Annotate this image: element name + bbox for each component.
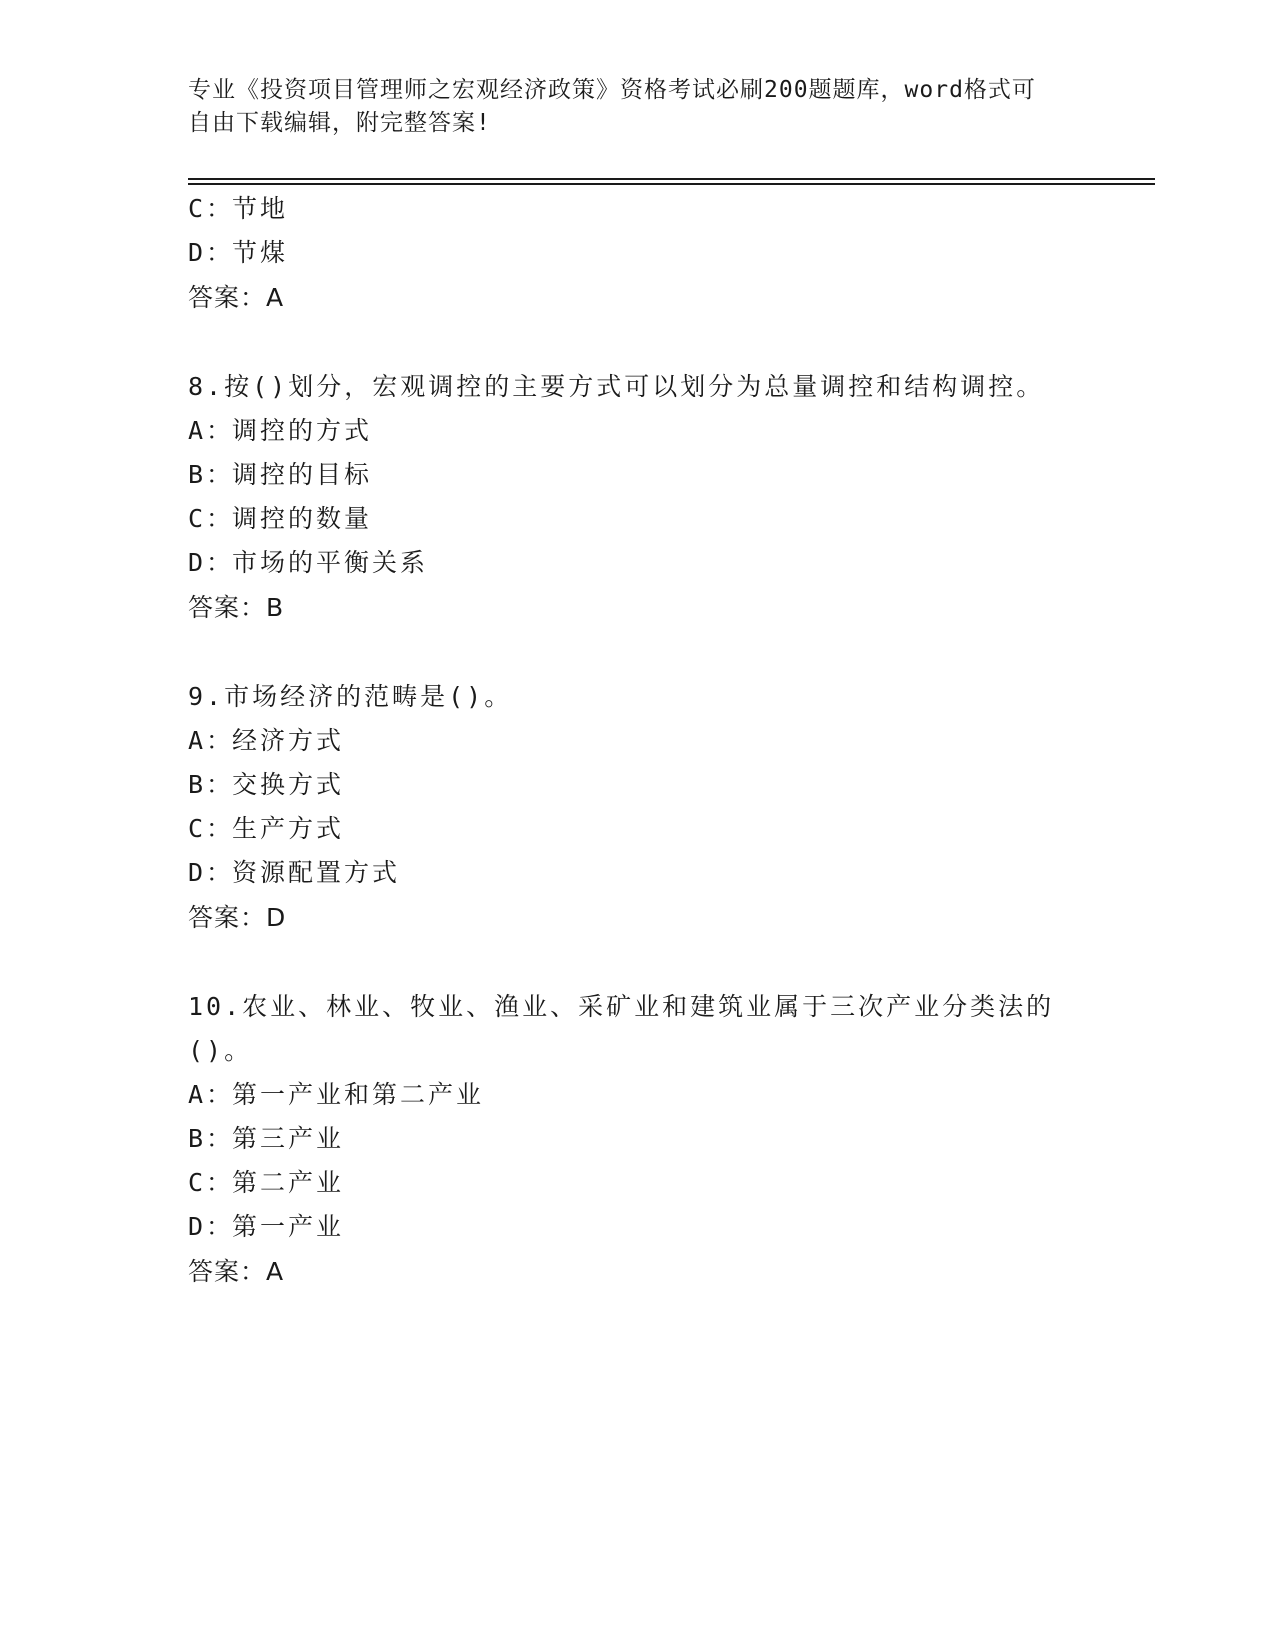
- option-text: 生产方式: [232, 814, 345, 843]
- option-text: 市场的平衡关系: [232, 548, 429, 577]
- option-c: [188, 192, 288, 226]
- option-d: [188, 546, 428, 580]
- option-c: [188, 502, 372, 536]
- option-text: 调控的数量: [232, 504, 373, 533]
- option-key: D：: [188, 238, 235, 267]
- document-header: [188, 74, 1088, 140]
- option-a: [188, 414, 372, 448]
- option-b: [188, 1122, 344, 1156]
- option-text: 节煤: [232, 238, 289, 267]
- header-divider-top: [188, 178, 1155, 180]
- option-text: 第二产业: [232, 1168, 345, 1197]
- option-key: C：: [188, 814, 235, 843]
- option-d: [188, 1210, 344, 1244]
- option-c: [188, 1166, 344, 1200]
- option-key: A：: [188, 726, 235, 755]
- header-divider-bottom: [188, 183, 1155, 185]
- option-b: [188, 768, 344, 802]
- option-key: B：: [188, 770, 235, 799]
- option-key: C：: [188, 194, 235, 223]
- option-text: 交换方式: [232, 770, 345, 799]
- question-stem: 10.农业、林业、牧业、渔业、采矿业和建筑业属于三次产业分类法的: [188, 992, 1055, 1021]
- option-key: D：: [188, 858, 235, 887]
- option-d: [188, 236, 288, 270]
- answer: 答案：B: [188, 593, 285, 622]
- option-text: 调控的方式: [232, 416, 373, 445]
- option-key: D：: [188, 548, 235, 577]
- option-text: 资源配置方式: [232, 858, 401, 887]
- question-stem-continuation: ()。: [188, 1036, 253, 1065]
- option-key: C：: [188, 504, 235, 533]
- option-key: B：: [188, 1124, 235, 1153]
- option-key: A：: [188, 1080, 235, 1109]
- option-text: 第三产业: [232, 1124, 345, 1153]
- header-line-2: 自由下载编辑，附完整答案!: [188, 110, 491, 136]
- option-text: 节地: [232, 194, 289, 223]
- option-key: D：: [188, 1212, 235, 1241]
- option-key: B：: [188, 460, 235, 489]
- option-d: [188, 856, 400, 890]
- answer: 答案：D: [188, 903, 287, 932]
- question-stem: 8.按()划分，宏观调控的主要方式可以划分为总量调控和结构调控。: [188, 372, 1045, 401]
- header-line-1: 专业《投资项目管理师之宏观经济政策》资格考试必刷200题题库，word格式可: [188, 77, 1036, 103]
- answer: 答案：A: [188, 283, 285, 312]
- option-a: [188, 724, 344, 758]
- option-c: [188, 812, 344, 846]
- question-stem: 9.市场经济的范畴是()。: [188, 682, 513, 711]
- option-text: 调控的目标: [232, 460, 373, 489]
- option-key: A：: [188, 416, 235, 445]
- option-text: 第一产业: [232, 1212, 345, 1241]
- option-text: 第一产业和第二产业: [232, 1080, 485, 1109]
- answer: 答案：A: [188, 1257, 285, 1286]
- option-a: [188, 1078, 484, 1112]
- option-key: C：: [188, 1168, 235, 1197]
- option-text: 经济方式: [232, 726, 345, 755]
- option-b: [188, 458, 372, 492]
